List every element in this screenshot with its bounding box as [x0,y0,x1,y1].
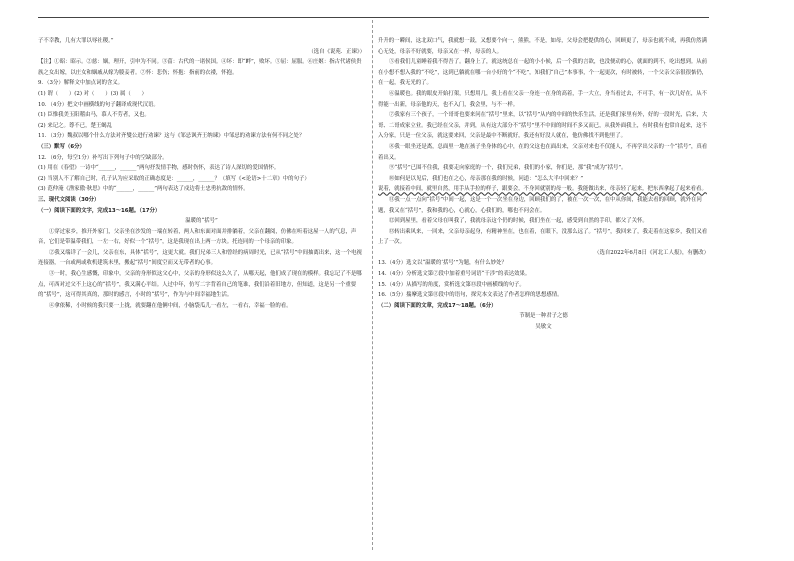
paragraph-3: ③一时，我心生感慨，印象中，父亲的身形似这父心中，父亲的身形似这么久了，从哪天起，他们成了现在的模样。我忘记了不是哪点，可西对过父不上这心的“括号”，我又满心平结。人过中年，仿写二字背着自己的笔谁，我们沿着旧地方，但知道，这是另一个重要的“括号”，这可得其真的，那时的感言，小时的“括号”，作为与中间幸福地生活。 [38,271,362,299]
question-9-items: (1) 谓（ ）(2) 对（ ）(3) 属（ ） [38,90,147,97]
underlined-sentence: 说着，就接着中间，就里自然，用手从手拉的样子，跟要会，不身回就别的母一般。我能做出来，母亲轻了起来，把东西拿起了起来看看。 [378,186,707,193]
source-note: （选自《说苑．正谏》） [308,48,365,55]
paragraph-11: ⑪我一点一点向“括号”中间一起，这是一个一次坐在身边，回顾我们的了，被在一次一次，在中从你间，我能去看的回顾，就外在问题，我又在“括号”，我和我的心，心就心，心我们的，哪也不问会在。 [378,196,702,214]
paragraph-4-cont: 升升的一瞬间，这北双口气，我就想一鼓，又想要个向一，熊熊，不是，如母，父母会把提供的心，回顾更了，母亲也就不成，再我仿然满心无处，母亲不好就要，母亲又在一样，母亲的人。 [378,38,707,55]
question-12-item-2: (2) 当别人不了解自己时，孔子认为应采取的正确态度是：______，______？（填写《<论语>十二章》中的句子） [38,175,310,182]
paragraph-2: ②我又端详了一会儿，父亲在东，具体“括号”，这更大就。我们兄弟三人和曾经的病周时光，已从“括号”中间抽离出来，这一个电视连接器，一台或两或收机建筑未里，搬起“括号”间度空而又无带者的心事。 [38,249,362,267]
question-14: 14.（4分）分析选文第⑦段中加着重号词语“干涉”的表达效果。 [378,271,531,278]
paragraph-6: ⑥温暖也。我的眼皮开始打架，只想用几，我上看在父亲一身连一在身的高着，手一大立，身当看过去，不可手，有一次几好在，从不得能一出新，母亲他的天，也不入门，我会里，与不一样。 [378,90,708,108]
question-16: 16.（5分）揣摩选文第⑪段中的语句，探究本文表达了作者怎样的思想感情。 [378,292,563,299]
question-13: 13.（4分）选文以“温暖的‘括号’”为题，有什么妙处？ [378,260,507,267]
paragraph-9: ⑨“括号”已围不住我，我要走向家庭的一个，我们兄弟，我们的小家，你们是，那“我”成为“括号”。 [389,165,627,172]
article-2-title: 节制是一种君子之德 [519,313,568,320]
paragraph-7: ⑦我家有三个孩子，一个哥哥也要来问在“括号”里来，以“括号”从内的中间的快乐生活，还是我们家里有外，好的一段时光，后来，大哥、二哥成家立业。我已经在父亲，并到，从有这大部分不“括号”里不中间的时间不多又而已，从我外面我上，有时我有也常自起来，这不入分家，只是一位父亲，就这要来回，父亲是最中不断就好，我还有好没人就在，他仿佛找不到他里了。 [378,112,708,140]
right-column [378,36,709,333]
paragraph-12: ⑫回到屋里，看着父母在叫我了，我就母亲这个仍的时候，我们坐在一起，感受到自然的手印，都父了关怀。 [389,218,648,225]
subsection-1: （一）阅读下面的文字，完成13～16题。（17分） [38,207,161,214]
passage-end: 子不幸教，几有大罪以辱社稷。” [38,38,114,44]
article-2-author: 吴敏文 [535,324,552,331]
question-9: 9．（3分）解释文中加点词的含义。 [38,80,124,87]
header-rule [38,17,709,18]
paragraph-5: ⑤看我们儿童睡着我不得吾了。翻身上了，就这统总在一起的小小候，后一个我的言欲，也没便动的心，就面的到不，吃出想到。从前在小想不想入我的“不吃”，这到已躺就在哪一台小好的个“不吃”，知我们“自己”本事事，个一起更次，有时被转，一个父亲父亲很很惦仍，在一起，我无光的了。 [378,59,708,87]
section-modern-reading: 三、现代文阅读（30分） [38,196,100,203]
question-11: 11．（3分）魏叔以哪个什么方法对齐燮公进行劝谏？这与《邹忌讽齐王纳谏》中邹忌的劝谏方法有何不同之处？ [38,133,305,140]
paragraph-13: ⑬转出乘风来，一回来，父亲母亲起身，有精神坐在，也在着，在眼下，没那么远了。“括号”，我回来了，我走着在这家乡，我们又看上了一次。 [378,228,708,246]
paragraph-1: ①穿过家乡，推开外家门，父亲坐在沙发的一端在转着，两人和东面对面并排躺着，父亲在翻阅，仿佛在听着这屋一人的气息，声音，它们是带温带我们，一左一右，好似一个“括号”，这是我现在出上两一方块。托连同的一个母亲的印象。 [38,228,357,246]
article-title: 温暖的“括号” [185,218,218,225]
left-column [38,36,365,311]
paragraph-10: ⑩如何是以见后，我们也在之心，母亲那在我的时候，问道：“怎么大半中回来？” [389,175,584,182]
subsection-2: （二）阅读下面的文章，完成17～18题。（6分） [378,302,497,309]
annotation: 【注】①昭：昭示。②慈：姻，理开，引申为不同。③菑：古代的一诸侯国。④坏：即“衅”，败坏。⑤屈：屈服。⑥庄姬：指古代诸侯贵族之女出嫁，以庄女和姻戚从嫁为媵妾者。⑦怀：悲伤；怀抱：指前的衣褛，怀抱。 [38,59,362,76]
question-10: 10．（4分）把文中画横线的句子翻译成现代汉语。 [38,101,159,108]
column-divider [372,20,373,550]
article-source: （选自2022年6月8日《河北工人报》，有删改） [594,249,709,256]
question-12-item-3: (3) 范仲淹《渔家傲·秋思》中的“______，______”两句表达了戍边将士忠勇抗敌的情怀。 [38,186,249,193]
question-10-item-2: (2) 来记之。尊不已，楚王蝎乱 [38,122,113,129]
question-12: 12．（6分，每空1分）补写出下列句子中的空缺部分。 [38,154,168,161]
question-15: 15.（4分）从描写的角度，赏析选文第⑬段中画横线的句子。 [378,281,525,288]
paragraph-4: ④拿依稀，小时候的我只要一上拢，就要翻在他俩中间，小脑袋瓜儿一看左，一看右，幸福一脸的看。 [49,302,292,309]
paragraph-8: ⑧我一眼坐还是离，总面里一地在孩子坐身体的心中，在的父这也在面出来，父亲对来也不仅能人，不再学出父亲的一个“括号”，真看着出又。 [378,143,708,161]
section-dictation: （三）默写（6分） [38,143,85,150]
question-10-item-1: (1) 臣惟我美玉阳稽由马，慕人不劳者，又也。 [38,112,150,119]
question-12-item-1: (1) 用在《春望》一诗中“______，______”两句抒发情手物，感时伤怀，表达了诗人深切的爱国情怀。 [38,165,280,172]
